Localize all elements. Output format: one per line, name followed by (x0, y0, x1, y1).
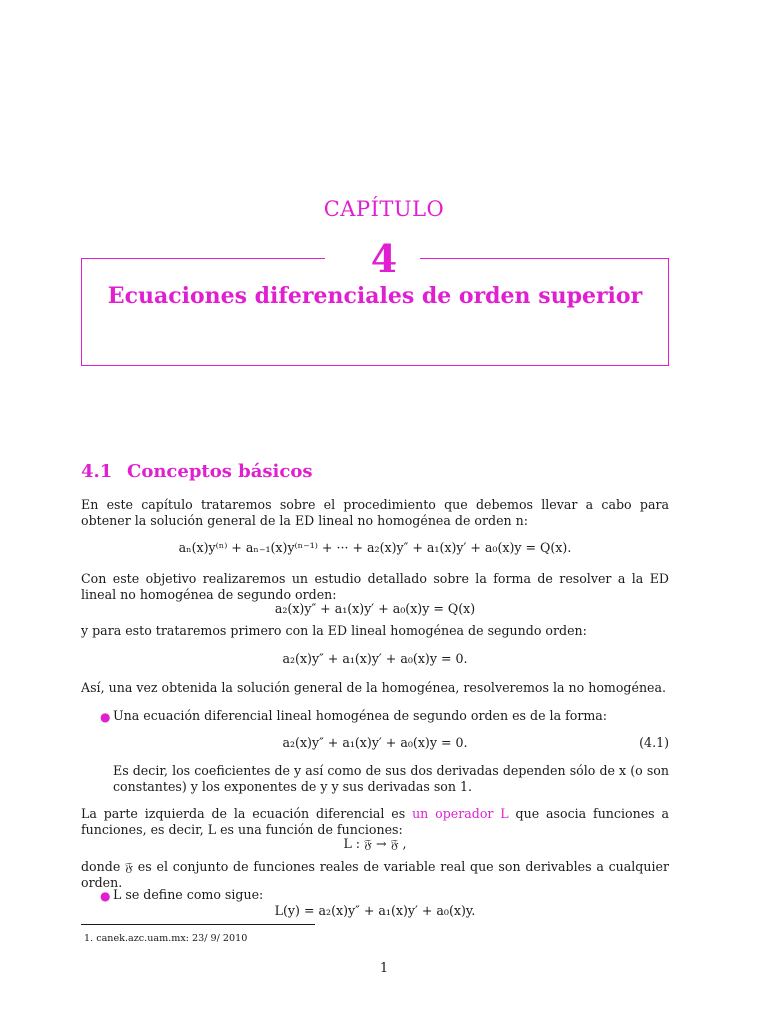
section-heading (81, 461, 312, 482)
section-number: 4.1 (81, 461, 113, 482)
equation-general-nth-order: aₙ(x)y⁽ⁿ⁾ + aₙ₋₁(x)y⁽ⁿ⁻¹⁾ + ··· + a₂(x)y″ + a₁(x)y′ + a₀(x)y = Q(x). (178, 540, 572, 555)
paragraph-homogeneous-first: y para esto trataremos primero con la ED lineal homogénea de segundo orden: (81, 623, 587, 638)
bullet-marker: ● (100, 889, 111, 903)
page-number: 1 (379, 961, 389, 976)
operator-text-after: que asocia funciones a funciones, es decir, L es una función de funciones: (81, 806, 669, 837)
section-title: Conceptos básicos (127, 461, 313, 482)
chapter-number: 4 (370, 236, 398, 281)
paragraph-function-set: donde 𝔉 es el conjunto de funciones reales de variable real que son derivables a cualquier orden. (81, 859, 669, 890)
operator-text-before: La parte izquierda de la ecuación diferencial es (81, 806, 413, 821)
equation-tag: (4.1) (639, 735, 669, 750)
footnote-rule (81, 924, 315, 925)
paragraph-objective: Con este objetivo realizaremos un estudio detallado sobre la forma de resolver a la ED lineal no homogénea de segundo orden: (81, 571, 669, 602)
equation-4-1: a₂(x)y″ + a₁(x)y′ + a₀(x)y = 0. (282, 735, 468, 750)
equation-second-order-homogeneous: a₂(x)y″ + a₁(x)y′ + a₀(x)y = 0. (282, 651, 468, 666)
paragraph-intro: En este capítulo trataremos sobre el procedimiento que debemos llevar a cabo para obtener la solución general de la ED lineal no homogénea de orden n: (81, 497, 669, 528)
bullet-item-operator-definition: L se define como sigue: (113, 887, 264, 902)
chapter-title: Ecuaciones diferenciales de orden superior (107, 283, 643, 309)
equation-operator-mapping: L : 𝔉 → 𝔉 , (343, 836, 407, 851)
paragraph-coefficients: Es decir, los coeficientes de y así como de sus dos derivadas dependen sólo de x (o son constantes) y los exponentes de y y sus derivadas son 1. (113, 763, 669, 794)
chapter-label: CAPÍTULO (323, 197, 445, 221)
equation-second-order-nonhomogeneous: a₂(x)y″ + a₁(x)y′ + a₀(x)y = Q(x) (274, 601, 476, 616)
paragraph-operator (81, 806, 669, 838)
bullet-marker: ● (100, 710, 111, 724)
operator-link[interactable]: un operador L (412, 806, 509, 821)
footnote: 1. canek.azc.uam.mx: 23/ 9/ 2010 (84, 933, 248, 944)
paragraph-then-nonhomogeneous: Así, una vez obtenida la solución general de la homogénea, resolveremos la no homogénea. (81, 680, 667, 695)
bullet-item-definition: Una ecuación diferencial lineal homogénea de segundo orden es de la forma: (113, 708, 608, 723)
equation-operator-definition: L(y) = a₂(x)y″ + a₁(x)y′ + a₀(x)y. (274, 903, 476, 918)
